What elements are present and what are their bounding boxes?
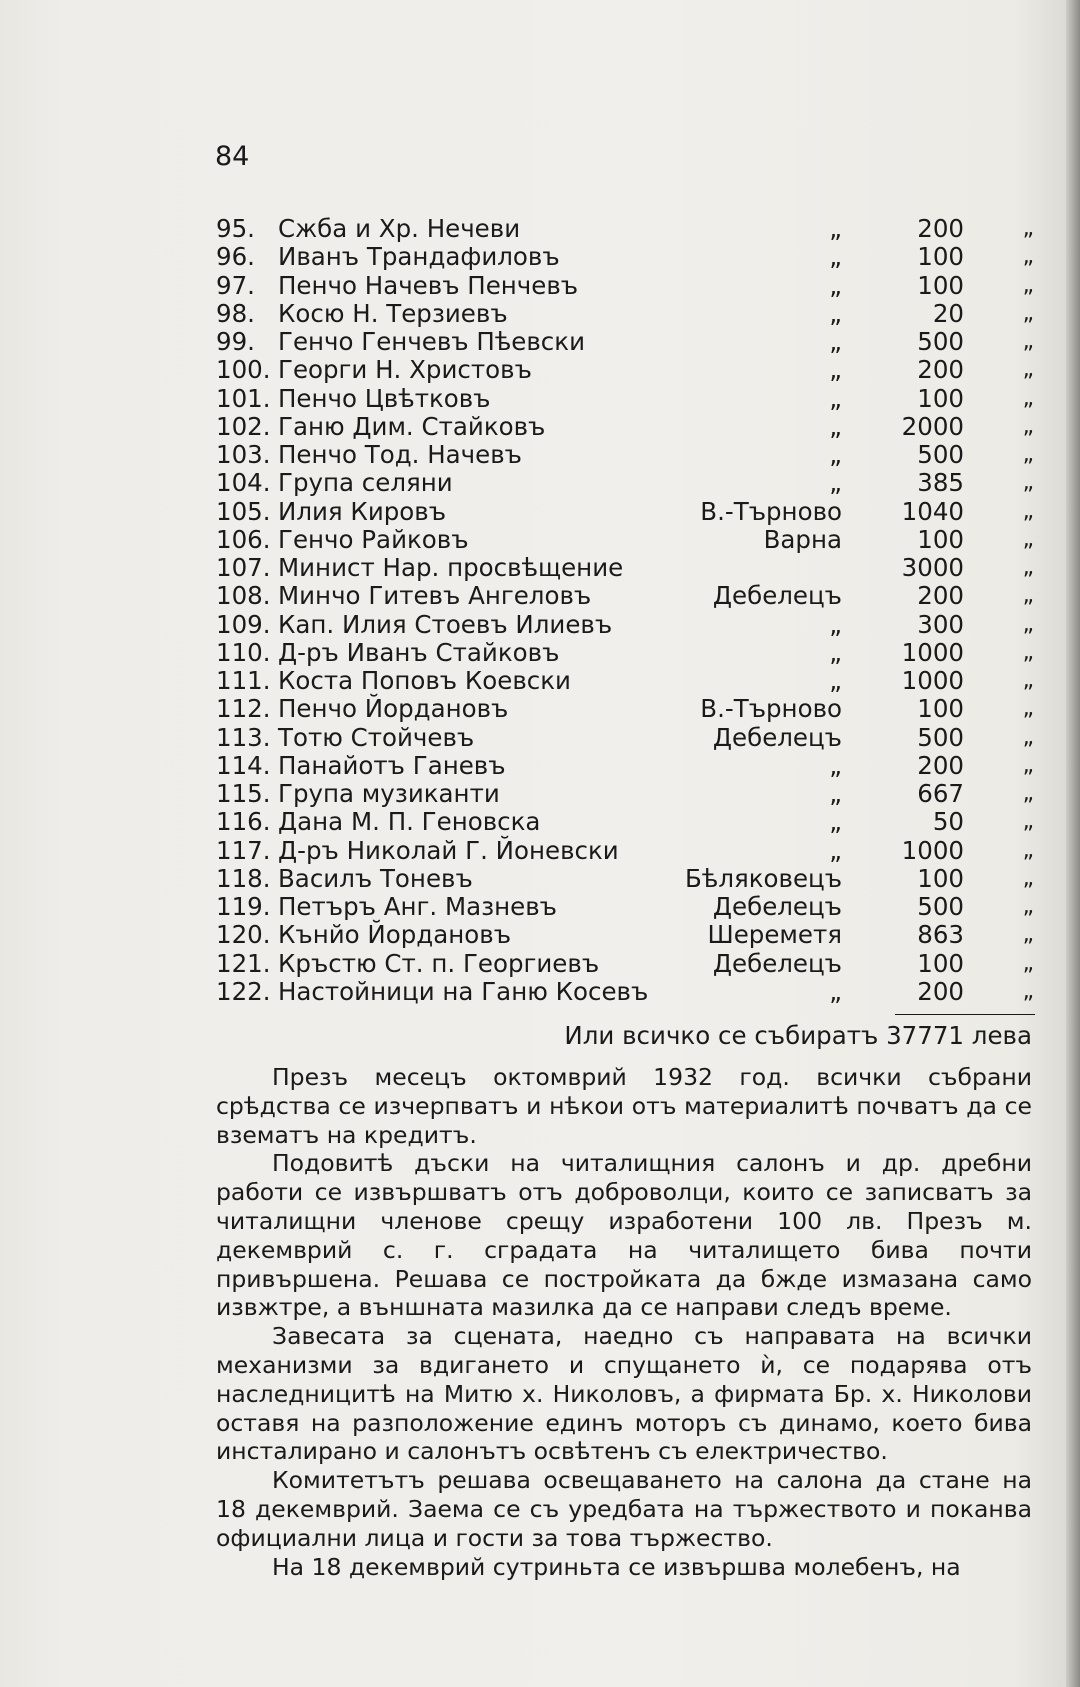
ledger-row [216, 243, 1034, 271]
ledger-row [216, 639, 1034, 667]
donor-place: Варна [763, 524, 842, 554]
ledger-row [216, 752, 1034, 780]
donor-name: Пенчо Цвѣтковъ [278, 383, 491, 413]
donor-name: Кап. Илия Стоевъ Илиевъ [278, 609, 613, 639]
donor-name: Коста Поповъ Коевски [278, 666, 571, 695]
donor-name: Илия Кировъ [278, 496, 447, 526]
ditto-mark: „ [1022, 668, 1034, 693]
donation-amount: 100 [917, 383, 964, 413]
donation-amount: 100 [917, 524, 964, 554]
donation-amount: 3000 [901, 553, 964, 582]
ledger-row [216, 385, 1034, 413]
ledger-row [216, 582, 1034, 610]
donor-name: Д-ръ Иванъ Стайковъ [278, 637, 560, 667]
ledger-row [216, 611, 1034, 639]
ledger-number: 114. [216, 750, 271, 780]
donor-place: В.-Търново [700, 496, 842, 526]
ledger-number: 110. [216, 637, 271, 667]
ledger-number: 116. [216, 807, 271, 837]
paragraph: Подовитѣ дъски на читалищния салонъ и др. дребни работи се извършватъ отъ доброволци, които се записватъ за читалищни членове срещу изработени 100 лв. Презъ м. декемврий с. г. сградата на читалището бива почти привършена. Решава се постройката да бжде измазана само извжтре, а външната мазилка да се направи следъ време. [216, 1149, 1032, 1322]
donation-amount: 500 [917, 722, 964, 752]
donor-name: Д-ръ Николай Г. Йоневски [278, 835, 619, 865]
donation-amount: 385 [917, 468, 964, 498]
donor-place: „ [829, 779, 842, 808]
ledger-number: 96. [216, 242, 255, 272]
donor-name: Настойници на Ганю Косевъ [278, 976, 649, 1006]
page-number: 84 [215, 141, 250, 172]
donor-name: Кръстю Ст. п. Георгиевъ [278, 948, 600, 978]
ledger-number: 109. [216, 609, 271, 639]
ditto-mark: „ [1022, 272, 1034, 298]
ledger-row [216, 413, 1034, 441]
donation-amount: 200 [917, 581, 964, 611]
ditto-mark: „ [1022, 385, 1034, 411]
ledger-row [216, 469, 1034, 497]
ditto-mark: „ [1022, 978, 1034, 1004]
donation-amount: 50 [932, 807, 964, 837]
ledger-row [216, 498, 1034, 526]
ledger-number: 107. [216, 553, 271, 582]
donor-place: „ [829, 383, 842, 413]
donor-place: „ [829, 411, 842, 441]
ledger-row [216, 526, 1034, 554]
ditto-mark: „ [1022, 216, 1034, 241]
ditto-mark: „ [1022, 442, 1034, 467]
ditto-mark: „ [1022, 724, 1034, 750]
ledger-number: 101. [216, 383, 271, 413]
page-edge [1066, 0, 1080, 1687]
ledger-number: 103. [216, 440, 271, 469]
ledger-row [216, 724, 1034, 752]
donor-place: Дебелецъ [712, 948, 842, 978]
donor-name: Ганю Дим. Стайковъ [278, 411, 546, 441]
ledger-number: 111. [216, 666, 271, 695]
ledger-number: 100. [216, 355, 271, 385]
donor-place: Шереметя [707, 920, 842, 950]
donor-place: „ [829, 976, 842, 1006]
ledger-number: 120. [216, 920, 271, 950]
paragraph: Комитетътъ решава освещаването на салона да стане на 18 декемврий. Заема се съ уредбата на тържеството и поканва официални лица и гости за това тържество. [216, 1466, 1032, 1552]
donor-place: Дебелецъ [712, 892, 842, 921]
ditto-mark: „ [1022, 639, 1034, 665]
ledger-row [216, 215, 1034, 243]
donation-amount: 100 [917, 863, 964, 893]
ledger-number: 102. [216, 411, 271, 441]
donor-name: Сжба и Хр. Нечеви [278, 214, 521, 243]
paragraph: Завесата за сцената, наедно съ направата на всички механизми за вдигането и спущането ѝ, се подарява отъ наследницитѣ на Митю х. Николовъ, а фирмата Бр. х. Николови оставя на разположение единъ моторъ съ динамо, което бива инсталирано и салонътъ освѣтенъ съ електричество. [216, 1322, 1032, 1466]
ledger-number: 105. [216, 496, 271, 526]
donor-name: Генчо Райковъ [278, 524, 469, 554]
donation-amount: 1000 [901, 637, 964, 667]
donor-place: „ [829, 355, 842, 385]
donor-ledger [216, 215, 1034, 1006]
ledger-row [216, 865, 1034, 893]
donor-name: Иванъ Трандафиловъ [278, 242, 560, 272]
donation-amount: 100 [917, 270, 964, 300]
donor-place: „ [829, 666, 842, 695]
ditto-mark: „ [1022, 865, 1034, 891]
donor-name: Група селяни [278, 468, 453, 498]
ditto-mark: „ [1022, 752, 1034, 778]
ledger-row [216, 300, 1034, 328]
ditto-mark: „ [1022, 583, 1034, 609]
donation-amount: 1000 [901, 835, 964, 865]
donor-name: Генчо Генчевъ Пѣевски [278, 327, 585, 356]
ledger-number: 97. [216, 270, 255, 300]
ledger-number: 122. [216, 976, 271, 1006]
ledger-number: 108. [216, 581, 271, 611]
donor-name: Минчо Гитевъ Ангеловъ [278, 581, 592, 611]
total-rule [895, 1014, 1035, 1015]
ledger-number: 121. [216, 948, 271, 978]
donor-place: „ [829, 214, 842, 243]
donor-place: „ [829, 298, 842, 328]
body-text [216, 1063, 1032, 1581]
ledger-row [216, 554, 1034, 582]
ditto-mark: „ [1022, 470, 1034, 496]
paragraph: Презъ месецъ октомврий 1932 год. всички събрани срѣдства се изчерпватъ и нѣкои отъ материалитѣ почватъ да се взематъ на кредитъ. [216, 1063, 1032, 1149]
ledger-number: 106. [216, 524, 271, 554]
donor-name: Панайотъ Ганевъ [278, 750, 506, 780]
ledger-number: 115. [216, 779, 271, 808]
donor-place: „ [829, 270, 842, 300]
ditto-mark: „ [1022, 837, 1034, 863]
donor-place: „ [829, 242, 842, 272]
ledger-number: 95. [216, 214, 255, 243]
ledger-number: 104. [216, 468, 271, 498]
ditto-mark: „ [1022, 781, 1034, 806]
ditto-mark: „ [1022, 498, 1034, 524]
ditto-mark: „ [1022, 244, 1034, 270]
ledger-number: 119. [216, 892, 271, 921]
donor-name: Пенчо Тод. Начевъ [278, 440, 522, 469]
ditto-mark: „ [1022, 526, 1034, 552]
donor-name: Тотю Стойчевъ [278, 722, 475, 752]
donor-place: „ [829, 637, 842, 667]
ledger-number: 99. [216, 327, 255, 356]
donor-name: Георги Н. Христовъ [278, 355, 532, 385]
ditto-mark: „ [1022, 950, 1034, 976]
ditto-mark: „ [1022, 329, 1034, 354]
ledger-row [216, 978, 1034, 1006]
donor-place: „ [829, 327, 842, 356]
donation-amount: 200 [917, 750, 964, 780]
donation-amount: 300 [917, 609, 964, 639]
donor-name: Минист Нар. просвѣщение [278, 553, 624, 582]
ledger-row [216, 667, 1034, 695]
donor-name: Кънйо Йордановъ [278, 920, 512, 950]
donation-amount: 1040 [901, 496, 964, 526]
ledger-number: 98. [216, 298, 255, 328]
ditto-mark: „ [1022, 922, 1034, 948]
ledger-row [216, 272, 1034, 300]
donation-amount: 200 [917, 214, 964, 243]
donation-amount: 500 [917, 327, 964, 356]
donation-amount: 500 [917, 440, 964, 469]
total-line: Или всичко се събиратъ 37771 лева [564, 1021, 1032, 1050]
ledger-row [216, 893, 1034, 921]
donor-name: Пенчо Начевъ Пенчевъ [278, 270, 579, 300]
paragraph: На 18 декемврий сутриньта се извършва молебенъ, на [272, 1552, 961, 1581]
ditto-mark: „ [1022, 413, 1034, 439]
donor-name: Дана М. П. Геновска [278, 807, 541, 837]
donation-amount: 200 [917, 976, 964, 1006]
ledger-row [216, 328, 1034, 356]
donation-amount: 863 [917, 920, 964, 950]
ditto-mark: „ [1022, 894, 1034, 919]
ledger-row [216, 441, 1034, 469]
donor-place: „ [829, 835, 842, 865]
donor-name: Василъ Тоневъ [278, 863, 473, 893]
donor-place: Дебелецъ [712, 581, 842, 611]
donor-place: „ [829, 750, 842, 780]
donor-name: Пенчо Йордановъ [278, 694, 509, 724]
donor-place: „ [829, 468, 842, 498]
donor-name: Петъръ Анг. Мазневъ [278, 892, 557, 921]
ditto-mark: „ [1022, 300, 1034, 326]
donation-amount: 500 [917, 892, 964, 921]
ledger-row [216, 356, 1034, 384]
donor-place: Дебелецъ [712, 722, 842, 752]
donor-place: „ [829, 440, 842, 469]
ditto-mark: „ [1022, 809, 1034, 835]
donation-amount: 100 [917, 694, 964, 724]
ditto-mark: „ [1022, 696, 1034, 722]
donor-place: „ [829, 807, 842, 837]
donor-name: Косю Н. Терзиевъ [278, 298, 508, 328]
ledger-number: 117. [216, 835, 271, 865]
ledger-row [216, 837, 1034, 865]
ledger-row [216, 950, 1034, 978]
ledger-number: 118. [216, 863, 271, 893]
donor-place: Бѣляковецъ [685, 863, 842, 893]
ditto-mark: „ [1022, 611, 1034, 637]
ditto-mark: „ [1022, 555, 1034, 580]
donation-amount: 20 [932, 298, 964, 328]
ledger-row [216, 780, 1034, 808]
donation-amount: 2000 [901, 411, 964, 441]
ditto-mark: „ [1022, 357, 1034, 383]
donor-place: В.-Търново [700, 694, 842, 724]
ledger-number: 113. [216, 722, 271, 752]
donor-name: Група музиканти [278, 779, 500, 808]
donation-amount: 100 [917, 242, 964, 272]
ledger-row [216, 921, 1034, 949]
donation-amount: 1000 [901, 666, 964, 695]
donation-amount: 667 [917, 779, 964, 808]
ledger-number: 112. [216, 694, 271, 724]
donor-place: „ [829, 609, 842, 639]
ledger-row [216, 808, 1034, 836]
donation-amount: 200 [917, 355, 964, 385]
donation-amount: 100 [917, 948, 964, 978]
ledger-row [216, 695, 1034, 723]
